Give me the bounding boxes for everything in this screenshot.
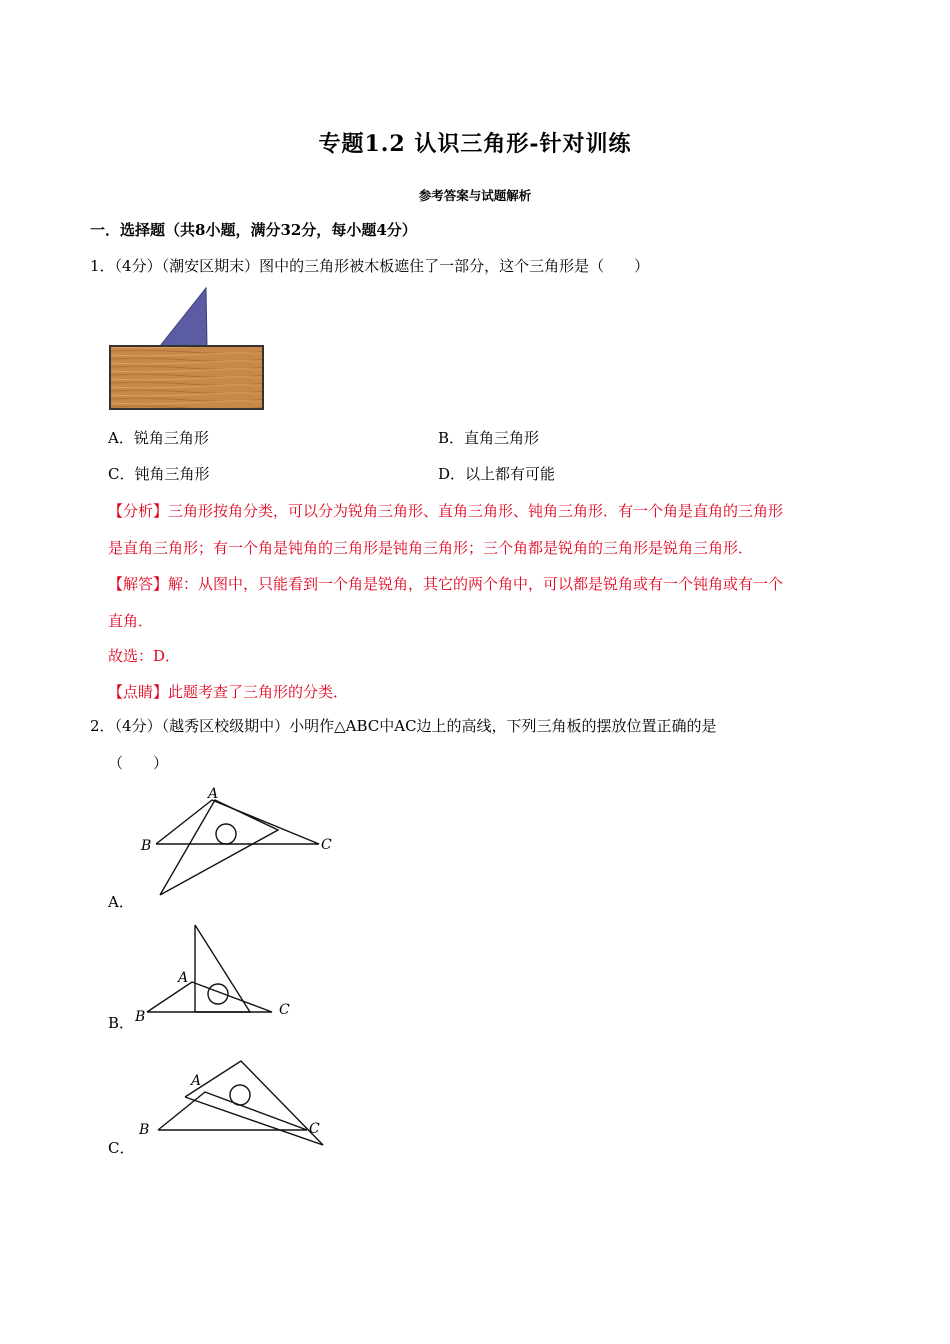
q1-comment: 【点睛】此题考查了三角形的分类． — [108, 683, 349, 701]
q2-option-c: C． — [108, 1139, 135, 1157]
wooden-board — [110, 346, 263, 409]
q1-answer-line-1: 【解答】解：从图中，只能看到一个角是锐角，其它的两个角中，可以都是锐角或有一个钝角或有一个 — [108, 575, 784, 593]
vertex-c-label: C — [279, 1002, 290, 1018]
hidden-triangle-shape — [160, 288, 207, 346]
page-title: 专题1.2 认识三角形-针对训练 — [318, 131, 632, 157]
vertex-b-label: B — [135, 1009, 146, 1025]
vertex-a-label: A — [191, 1073, 202, 1089]
q2-option-a: A． — [108, 893, 134, 911]
vertex-b-label: B — [141, 838, 152, 854]
vertex-b-label: B — [139, 1122, 150, 1138]
q1-option-d: D．以上都有可能 — [438, 465, 556, 483]
set-square — [160, 800, 278, 895]
q1-choice: 故选：D． — [108, 647, 181, 665]
vertex-a-label: A — [178, 970, 189, 986]
q1-option-b: B．直角三角形 — [438, 429, 540, 447]
q1-option-c: C．钝角三角形 — [108, 465, 210, 483]
vertex-c-label: C — [309, 1121, 320, 1137]
set-square — [195, 925, 250, 1012]
vertex-a-label: A — [208, 786, 219, 802]
q1-analysis-line-1: 【分析】三角形按角分类，可以分为锐角三角形、直角三角形、钝角三角形．有一个角是直角的三角形 — [108, 502, 784, 520]
q1-analysis-line-2: 是直角三角形；有一个角是钝角的三角形是钝角三角形；三个角都是锐角的三角形是锐角三角形． — [108, 539, 754, 557]
question-1-figure — [108, 285, 268, 413]
q2-option-b: B． — [108, 1014, 135, 1032]
page-subtitle: 参考答案与试题解析 — [418, 188, 532, 203]
abc-triangle — [158, 1092, 307, 1130]
section-heading: 一．选择题（共8小题，满分32分，每小题4分） — [90, 221, 417, 239]
set-square-hole — [230, 1085, 250, 1105]
set-square — [185, 1061, 323, 1145]
q1-answer-line-2: 直角． — [108, 612, 154, 630]
question-2-stem: 2．（4分）（越秀区校级期中）小明作△ABC中AC边上的高线，下列三角板的摆放位置正确的是 — [90, 717, 717, 735]
set-square-hole — [216, 824, 236, 844]
abc-triangle — [147, 982, 272, 1012]
q1-option-a: A．锐角三角形 — [108, 429, 209, 447]
q2-option-b-figure — [132, 923, 302, 1023]
vertex-c-label: C — [321, 837, 332, 853]
q2-option-c-figure — [135, 1057, 335, 1152]
question-2-stem-paren: （ ） — [108, 754, 169, 772]
q2-option-a-figure — [135, 785, 335, 910]
question-1-stem: 1．（4分）（潮安区期末）图中的三角形被木板遮住了一部分，这个三角形是（ ） — [90, 257, 650, 275]
abc-triangle — [156, 800, 319, 844]
